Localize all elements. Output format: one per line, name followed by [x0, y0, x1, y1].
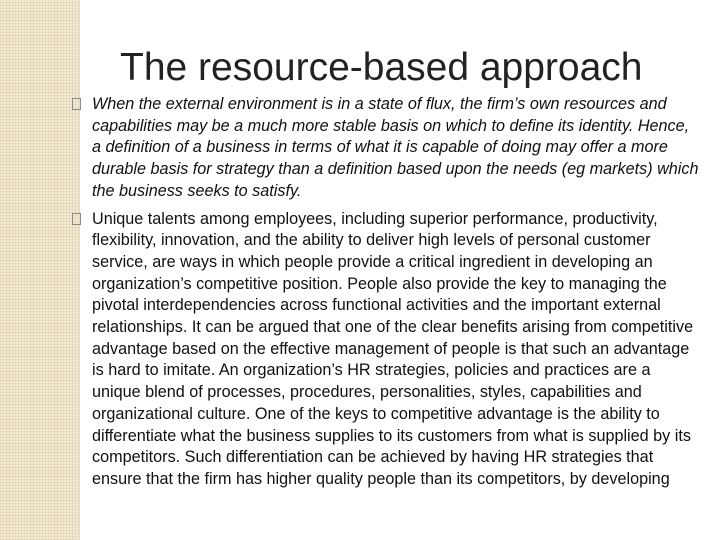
decorative-left-strip: [0, 0, 78, 540]
bullet-text-2: Unique talents among employees, including superior performance, productivity, flexibility, innovation, and the ability to deliver high levels of personal customer service, are ways in which people provide a critical ingredient in developing an organization’s competitive position. People also provide the key to managing the pivotal interdependencies across functional activities and the important external relationships. It can be argued that one of the clear benefits arising from competitive advantage based on the effective management of people is that such an advantage is hard to imitate. An organization’s HR strategies, policies and practices are a unique blend of processes, procedures, personalities, styles, capabilities and organizational culture. One of the keys to competitive advantage is the ability to differentiate what the business supplies to its customers from what is supplied by its competitors. Such differentiation can be achieved by having HR strategies that ensure that the firm has higher quality people than its competitors, by developing: [92, 209, 694, 488]
bullet-box-icon: [72, 213, 81, 225]
bullet-item-2: [72, 209, 700, 491]
bullet-box-icon: [72, 98, 81, 110]
bullet-item-1: [72, 94, 700, 203]
bullet-text-1: When the external environment is in a state of flux, the firm’s own resources and capabilities may be a much more stable basis on which to define its identity. Hence, a definition of a business in terms of what it is capable of doing may offer a more durable basis for strategy than a definition based upon the needs (eg markets) which the business seeks to satisfy.: [92, 95, 699, 200]
slide-title: The resource-based approach: [120, 46, 643, 89]
bullet-list: [72, 94, 700, 497]
